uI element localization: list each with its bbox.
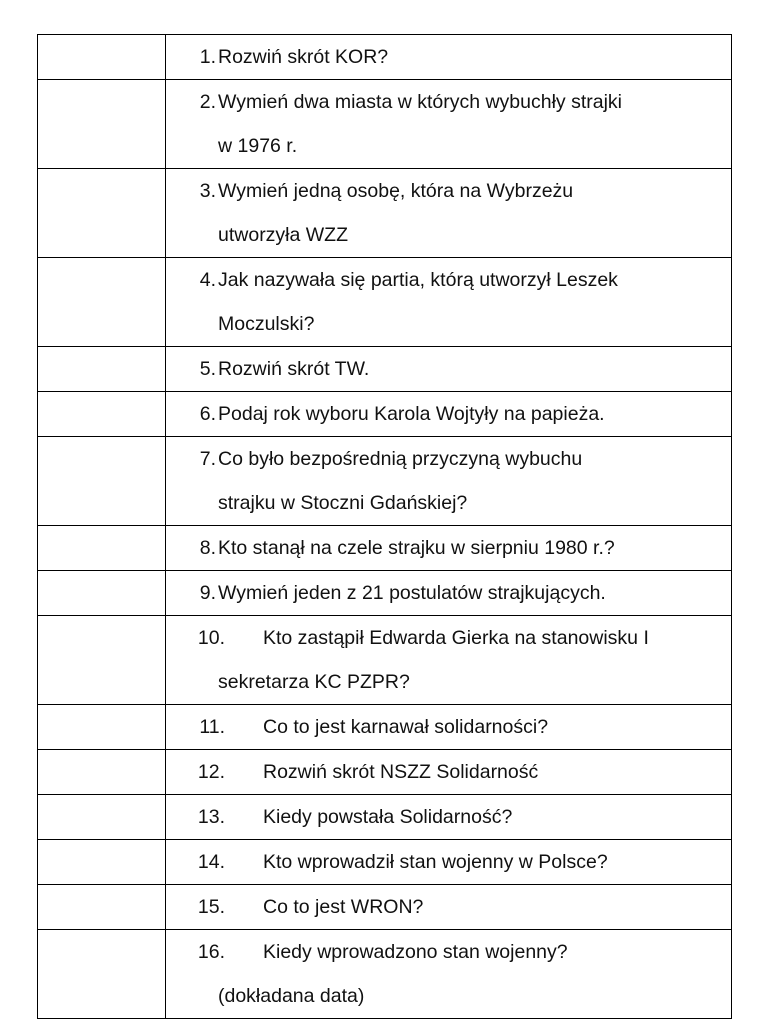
table-row: [38, 750, 732, 795]
question-cell: [166, 258, 732, 347]
question-number: 6.: [199, 403, 216, 425]
question-cell: [166, 795, 732, 840]
answer-cell[interactable]: [38, 885, 166, 930]
question-line: [166, 169, 731, 213]
question-number: 16.: [197, 941, 225, 963]
quiz-table: [37, 34, 732, 1019]
question-line: [166, 795, 731, 839]
answer-cell[interactable]: [38, 795, 166, 840]
question-text: Kto wprowadził stan wojenny w Polsce?: [263, 851, 608, 873]
question-number: 13.: [197, 806, 225, 828]
table-row: [38, 392, 732, 437]
answer-cell[interactable]: [38, 840, 166, 885]
question-text: Co było bezpośrednią przyczyną wybuchu: [218, 448, 583, 470]
question-cell: [166, 169, 732, 258]
question-text: Kto zastąpił Edwarda Gierka na stanowisku I: [263, 627, 649, 649]
answer-cell[interactable]: [38, 750, 166, 795]
question-cell: [166, 526, 732, 571]
table-row: [38, 885, 732, 930]
question-text: Rozwiń skrót NSZZ Solidarność: [263, 761, 539, 783]
question-line: [166, 885, 731, 929]
question-number: 10.: [197, 627, 225, 649]
answer-cell[interactable]: [38, 437, 166, 526]
question-cell: [166, 705, 732, 750]
answer-cell[interactable]: [38, 930, 166, 1019]
question-cell: [166, 930, 732, 1019]
question-text: Jak nazywała się partia, którą utworzył Leszek: [218, 269, 618, 291]
table-row: [38, 347, 732, 392]
question-line: [166, 705, 731, 749]
question-text: Co to jest WRON?: [263, 896, 424, 918]
answer-cell[interactable]: [38, 80, 166, 169]
question-cell: [166, 392, 732, 437]
quiz-table-body: [38, 35, 732, 1019]
table-row: [38, 80, 732, 169]
question-text: Podaj rok wyboru Karola Wojtyły na papieża.: [218, 403, 605, 425]
answer-cell[interactable]: [38, 35, 166, 80]
question-text-continuation: strajku w Stoczni Gdańskiej?: [218, 492, 468, 514]
question-number: 8.: [199, 537, 216, 559]
question-line: [166, 437, 731, 481]
question-text-continuation: (dokładana data): [218, 985, 365, 1007]
question-text-continuation: Moczulski?: [218, 313, 315, 335]
question-number: 11.: [199, 716, 225, 738]
question-line: [166, 571, 731, 615]
question-line: [166, 80, 731, 124]
question-number: 3.: [199, 180, 216, 202]
table-row: [38, 795, 732, 840]
question-line: [166, 930, 731, 974]
question-text: Kiedy powstała Solidarność?: [263, 806, 513, 828]
question-line: [166, 35, 731, 79]
question-number: 4.: [199, 269, 216, 291]
question-cell: [166, 35, 732, 80]
question-text: Rozwiń skrót KOR?: [218, 46, 389, 68]
answer-cell[interactable]: [38, 705, 166, 750]
answer-cell[interactable]: [38, 258, 166, 347]
question-cell: [166, 571, 732, 616]
question-number: 15.: [197, 896, 225, 918]
question-line: [166, 750, 731, 794]
question-number: 1.: [199, 46, 216, 68]
question-text-continuation: utworzyła WZZ: [218, 224, 349, 246]
table-row: [38, 258, 732, 347]
question-cell: [166, 840, 732, 885]
question-text: Wymień dwa miasta w których wybuchły strajki: [218, 91, 623, 113]
table-row: [38, 526, 732, 571]
table-row: [38, 616, 732, 705]
question-text: Wymień jeden z 21 postulatów strajkujących.: [218, 582, 606, 604]
question-cell: [166, 616, 732, 705]
question-line: [166, 840, 731, 884]
question-number: 5.: [199, 358, 216, 380]
question-number: 12.: [197, 761, 225, 783]
answer-cell[interactable]: [38, 526, 166, 571]
question-line: [166, 526, 731, 570]
question-text-continuation: w 1976 r.: [218, 135, 298, 157]
table-row: [38, 35, 732, 80]
question-cell: [166, 80, 732, 169]
question-number: 2.: [199, 91, 216, 113]
question-cell: [166, 750, 732, 795]
table-row: [38, 930, 732, 1019]
table-row: [38, 840, 732, 885]
question-text: Kto stanął na czele strajku w sierpniu 1980 r.?: [218, 537, 615, 559]
question-text: Rozwiń skrót TW.: [218, 358, 370, 380]
answer-cell[interactable]: [38, 616, 166, 705]
answer-cell[interactable]: [38, 571, 166, 616]
question-cell: [166, 437, 732, 526]
answer-cell[interactable]: [38, 347, 166, 392]
answer-cell[interactable]: [38, 392, 166, 437]
question-text-continuation: sekretarza KC PZPR?: [218, 671, 410, 693]
question-cell: [166, 885, 732, 930]
table-row: [38, 705, 732, 750]
question-text: Kiedy wprowadzono stan wojenny?: [263, 941, 568, 963]
question-text: Co to jest karnawał solidarności?: [263, 716, 549, 738]
question-line: [166, 347, 731, 391]
table-row: [38, 571, 732, 616]
question-number: 14.: [197, 851, 225, 873]
answer-cell[interactable]: [38, 169, 166, 258]
question-number: 7.: [199, 448, 216, 470]
question-text: Wymień jedną osobę, która na Wybrzeżu: [218, 180, 574, 202]
question-number: 9.: [199, 582, 216, 604]
question-line: [166, 258, 731, 302]
table-row: [38, 437, 732, 526]
question-cell: [166, 347, 732, 392]
question-line: [166, 616, 731, 660]
question-line: [166, 392, 731, 436]
table-row: [38, 169, 732, 258]
